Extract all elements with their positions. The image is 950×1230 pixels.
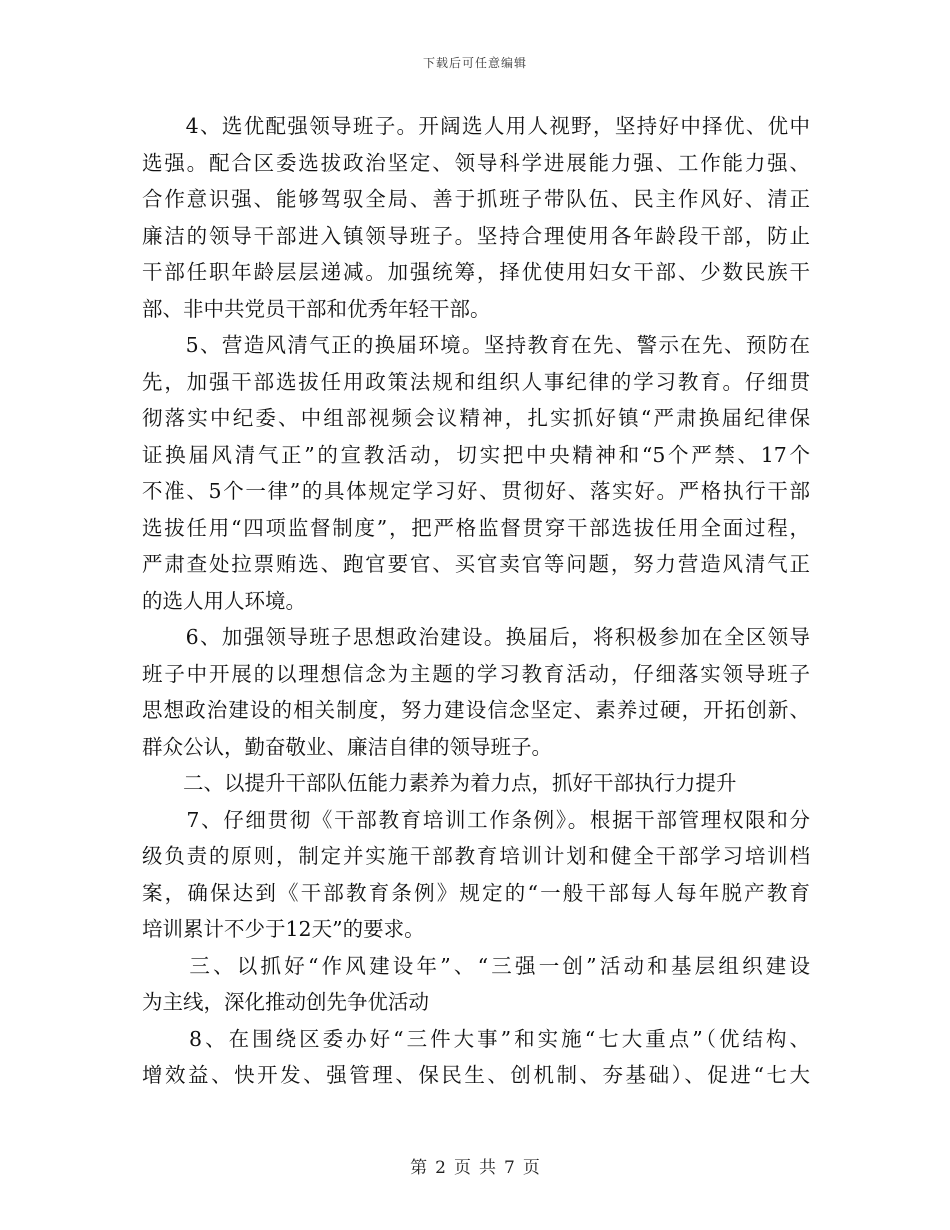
text-line: 8、在围绕区委办好“三件大事”和实施“七大重点”（优结构、: [142, 1026, 810, 1051]
text-line: 6、加强领导班子思想政治建设。换届后，将积极参加在全区领导: [142, 625, 810, 649]
document-body: [142, 108, 810, 1094]
footer-page-word: 页: [454, 1158, 471, 1178]
text-line: 群众公认，勤奋敬业、廉洁自律的领导班子。: [142, 734, 552, 759]
text-line: 选拔任用“四项监督制度”，把严格监督贯穿干部选拔任用全面过程，: [142, 515, 810, 540]
footer-page-number: 2: [435, 1158, 446, 1178]
page-footer: [0, 1153, 950, 1178]
text-line: 选强。配合区委选拔政治坚定、领导科学进展能力强、工作能力强、: [142, 150, 810, 175]
text-line: 5、营造风清气正的换届环境。坚持教育在先、警示在先、预防在: [142, 333, 810, 357]
text-line: 彻落实中纪委、中组部视频会议精神，扎实抓好镇“严肃换届纪律保: [142, 406, 810, 430]
text-line: 部、非中共党员干部和优秀年轻干部。: [142, 296, 491, 321]
footer-total-word: 共: [479, 1158, 496, 1178]
text-line: 7、仔细贯彻《干部教育培训工作条例》。根据干部管理权限和分: [142, 807, 810, 832]
section-heading: 二、以提升干部队伍能力素养为着力点，抓好干部执行力提升: [142, 771, 737, 795]
footer-total-pages: 7: [504, 1158, 515, 1178]
section-heading: 为主线，深化推动创先争优活动: [142, 990, 429, 1014]
text-line: 班子中开展的以理想信念为主题的学习教育活动，仔细落实领导班子: [142, 661, 810, 686]
footer-suffix: 页: [522, 1158, 540, 1178]
text-line: 先，加强干部选拔任用政策法规和组织人事纪律的学习教育。仔细贯: [142, 369, 810, 394]
text-line: 干部任职年龄层层递减。加强统筹，择优使用妇女干部、少数民族干: [142, 260, 810, 284]
section-heading: 三、以抓好“作风建设年”、“三强一创”活动和基层组织建设: [142, 953, 810, 978]
text-line: 严肃查处拉票贿选、跑官要官、买官卖官等问题，努力营造风清气正: [142, 552, 810, 576]
page-header: 下载后可任意编辑: [422, 56, 527, 70]
text-line: 证换届风清气正”的宣教活动，切实把中央精神和“5个严禁、17个: [142, 442, 810, 467]
text-line: 的选人用人环境。: [142, 588, 306, 613]
text-line: 增效益、快开发、强管理、保民生、创机制、夯基础）、促进“七大: [142, 1063, 810, 1087]
text-line: 级负责的原则，制定并实施干部教育培训计划和健全干部学习培训档: [142, 844, 810, 868]
text-line: 合作意识强、能够驾驭全局、善于抓班子带队伍、民主作风好、清正: [142, 187, 810, 211]
text-line: 培训累计不少于12天”的要求。: [142, 917, 425, 941]
text-line: 廉洁的领导干部进入镇领导班子。坚持合理使用各年龄段干部，防止: [142, 223, 810, 248]
text-line: 案，确保达到《干部教育条例》规定的“一般干部每人每年脱产教育: [142, 880, 810, 905]
footer-prefix: 第: [410, 1158, 428, 1178]
text-line: 思想政治建设的相关制度，努力建设信念坚定、素养过硬，开拓创新、: [142, 698, 810, 722]
text-line: 4、选优配强领导班子。开阔选人用人视野，坚持好中择优、优中: [142, 114, 810, 138]
text-line: 不准、5个一律”的具体规定学习好、贯彻好、落实好。严格执行干部: [142, 479, 810, 503]
